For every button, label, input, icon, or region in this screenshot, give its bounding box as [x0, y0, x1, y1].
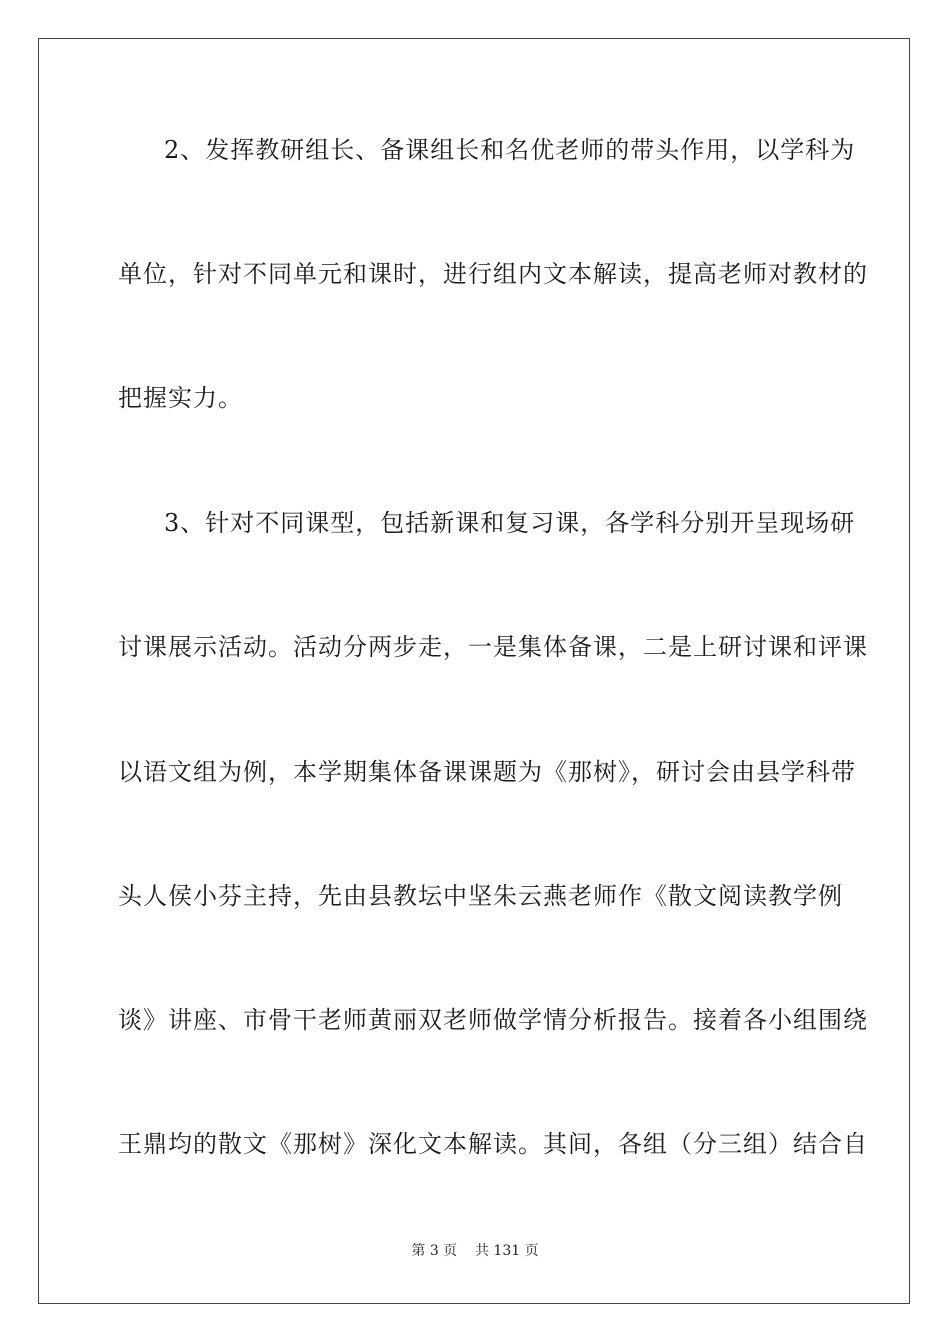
- page-border: [38, 38, 910, 1304]
- paragraph-line: 讨课展示活动。活动分两步走，一是集体备课，二是上研讨课和评课: [118, 633, 868, 661]
- paragraph-line: 头人侯小芬主持，先由县教坛中坚朱云燕老师作《散文阅读教学例: [118, 882, 843, 910]
- page-number-footer: 第 3 页 共 131 页: [411, 1243, 539, 1259]
- paragraph-line: 谈》讲座、市骨干老师黄丽双老师做学情分析报告。接着各小组围绕: [118, 1006, 868, 1034]
- paragraph-line: 王鼎均的散文《那树》深化文本解读。其间，各组（分三组）结合自: [118, 1130, 868, 1158]
- paragraph-line: 把握实力。: [118, 384, 243, 412]
- paragraph-line: 以语文组为例，本学期集体备课课题为《那树》，研讨会由县学科带: [118, 758, 856, 786]
- paragraph-line: 2、发挥教研组长、备课组长和名优老师的带头作用，以学科为: [164, 136, 856, 164]
- paragraph-line: 单位，针对不同单元和课时，进行组内文本解读，提高老师对教材的: [118, 260, 868, 288]
- paragraph-line: 3、针对不同课型，包括新课和复习课，各学科分别开呈现场研: [164, 509, 856, 537]
